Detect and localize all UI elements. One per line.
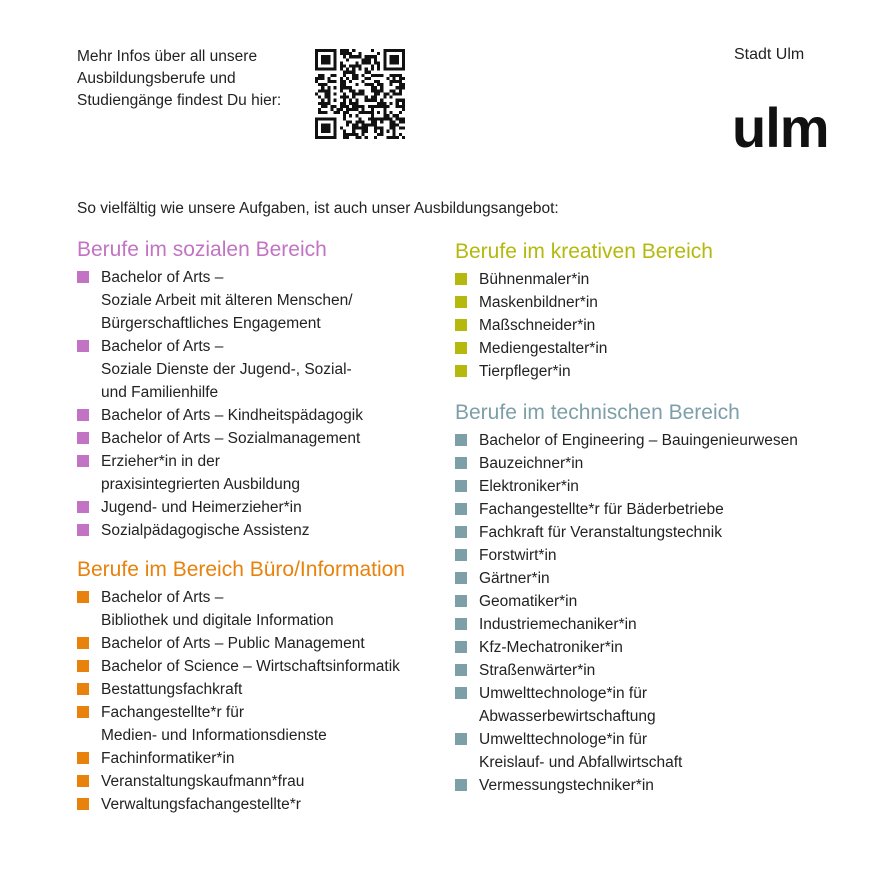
list-item-text: Soziale Dienste der Jugend-, Sozial- (101, 361, 352, 378)
bullet-square-icon (455, 296, 467, 308)
list-item-text: und Familienhilfe (101, 384, 219, 401)
career-list (77, 586, 405, 816)
section-technical (455, 400, 798, 797)
bullet-square-icon (77, 752, 89, 764)
list-item-text: praxisintegrierten Ausbildung (101, 476, 301, 493)
list-item-text: Fachangestellte*r für (101, 704, 245, 721)
list-item-text: Maskenbildner*in (479, 294, 598, 311)
bullet-square-icon (455, 549, 467, 561)
list-item (77, 678, 405, 701)
list-item (77, 427, 363, 450)
list-item-text: Veranstaltungskaufmann*frau (101, 773, 305, 790)
list-item (455, 521, 798, 544)
list-item (455, 728, 798, 774)
bullet-square-icon (455, 480, 467, 492)
section-creative (455, 239, 713, 383)
bullet-square-icon (77, 683, 89, 695)
bullet-square-icon (455, 618, 467, 630)
qr-code-icon[interactable] (315, 49, 405, 139)
list-item (77, 496, 363, 519)
list-item (455, 268, 713, 291)
section-social (77, 237, 363, 542)
list-item-text: Fachangestellte*r für Bäderbetriebe (479, 501, 724, 518)
bullet-square-icon (77, 524, 89, 536)
list-item-text: Straßenwärter*in (479, 662, 596, 679)
list-item (455, 567, 798, 590)
bullet-square-icon (455, 342, 467, 354)
list-item-text: Bibliothek und digitale Information (101, 612, 334, 629)
bullet-square-icon (77, 501, 89, 513)
bullet-square-icon (455, 572, 467, 584)
list-item (77, 701, 405, 747)
list-item (77, 747, 405, 770)
list-item-text: Jugend- und Heimerzieher*in (101, 499, 302, 516)
list-item-text: Bachelor of Engineering – Bauingenieurwesen (479, 432, 798, 449)
intro-line: Mehr Infos über all unsere (77, 48, 258, 65)
lead-text: So vielfältig wie unsere Aufgaben, ist auch unser Ausbildungsangebot: (77, 200, 559, 217)
bullet-square-icon (77, 455, 89, 467)
list-item (455, 774, 798, 797)
bullet-square-icon (455, 365, 467, 377)
bullet-square-icon (455, 503, 467, 515)
qr-intro-text (77, 46, 281, 112)
list-item (455, 475, 798, 498)
career-list (455, 429, 798, 797)
list-item (77, 335, 363, 404)
bullet-square-icon (455, 457, 467, 469)
section-office (77, 557, 405, 816)
list-item (77, 450, 363, 496)
list-item-text: Forstwirt*in (479, 547, 557, 564)
bullet-square-icon (455, 641, 467, 653)
career-list (77, 266, 363, 542)
city-label: Stadt Ulm (734, 46, 805, 63)
list-item (455, 452, 798, 475)
list-item-text: Verwaltungsfachangestellte*r (101, 796, 301, 813)
bullet-square-icon (77, 591, 89, 603)
list-item-text: Kreislauf- und Abfallwirtschaft (479, 754, 683, 771)
bullet-square-icon (455, 434, 467, 446)
bullet-square-icon (77, 340, 89, 352)
bullet-square-icon (77, 775, 89, 787)
list-item (77, 632, 405, 655)
list-item-text: Bauzeichner*in (479, 455, 584, 472)
bullet-square-icon (77, 409, 89, 421)
list-item (77, 655, 405, 678)
bullet-square-icon (455, 664, 467, 676)
bullet-square-icon (77, 660, 89, 672)
bullet-square-icon (455, 733, 467, 745)
list-item (455, 636, 798, 659)
list-item-text: Bachelor of Arts – Kindheitspädagogik (101, 407, 363, 424)
list-item-text: Umwelttechnologe*in für (479, 731, 648, 748)
list-item-text: Soziale Arbeit mit älteren Menschen/ (101, 292, 353, 309)
list-item (77, 404, 363, 427)
list-item-text: Gärtner*in (479, 570, 550, 587)
list-item-text: Tierpfleger*in (479, 363, 571, 380)
list-item-text: Elektroniker*in (479, 478, 579, 495)
list-item-text: Bachelor of Arts – (101, 589, 224, 606)
intro-line: Studiengänge findest Du hier: (77, 92, 282, 109)
list-item-text: Bachelor of Arts – (101, 269, 224, 286)
section-title: Berufe im technischen Bereich (455, 401, 740, 424)
bullet-square-icon (455, 779, 467, 791)
bullet-square-icon (455, 595, 467, 607)
list-item (455, 659, 798, 682)
list-item (77, 586, 405, 632)
list-item-text: Bachelor of Arts – Public Management (101, 635, 365, 652)
list-item-text: Mediengestalter*in (479, 340, 608, 357)
list-item-text: Bachelor of Science – Wirtschaftsinformatik (101, 658, 400, 675)
bullet-square-icon (77, 798, 89, 810)
list-item (455, 360, 713, 383)
list-item-text: Bürgerschaftliches Engagement (101, 315, 321, 332)
section-title: Berufe im kreativen Bereich (455, 240, 713, 263)
list-item-text: Bestattungsfachkraft (101, 681, 243, 698)
list-item-text: Geomatiker*in (479, 593, 578, 610)
list-item-text: Maßschneider*in (479, 317, 596, 334)
list-item (77, 519, 363, 542)
list-item-text: Industriemechaniker*in (479, 616, 637, 633)
section-title: Berufe im sozialen Bereich (77, 238, 327, 261)
list-item (455, 682, 798, 728)
list-item (77, 793, 405, 816)
list-item-text: Kfz-Mechatroniker*in (479, 639, 623, 656)
list-item (455, 590, 798, 613)
bullet-square-icon (455, 687, 467, 699)
list-item (455, 291, 713, 314)
bullet-square-icon (77, 637, 89, 649)
list-item (455, 429, 798, 452)
career-list (455, 268, 713, 383)
list-item-text: Medien- und Informationsdienste (101, 727, 327, 744)
list-item (455, 498, 798, 521)
list-item (455, 337, 713, 360)
intro-line: Ausbildungsberufe und (77, 70, 236, 87)
list-item (77, 266, 363, 335)
bullet-square-icon (77, 706, 89, 718)
list-item-text: Erzieher*in in der (101, 453, 220, 470)
bullet-square-icon (455, 526, 467, 538)
list-item-text: Vermessungstechniker*in (479, 777, 654, 794)
list-item-text: Bachelor of Arts – Sozialmanagement (101, 430, 361, 447)
list-item-text: Bachelor of Arts – (101, 338, 224, 355)
list-item-text: Bühnenmaler*in (479, 271, 590, 288)
bullet-square-icon (455, 273, 467, 285)
bullet-square-icon (455, 319, 467, 331)
list-item-text: Fachkraft für Veranstaltungstechnik (479, 524, 722, 541)
list-item (77, 770, 405, 793)
list-item-text: Fachinformatiker*in (101, 750, 235, 767)
list-item (455, 613, 798, 636)
list-item-text: Umwelttechnologe*in für (479, 685, 648, 702)
bullet-square-icon (77, 271, 89, 283)
list-item (455, 314, 713, 337)
bullet-square-icon (77, 432, 89, 444)
ulm-logo: ulm (732, 96, 829, 159)
section-title: Berufe im Bereich Büro/Information (77, 558, 405, 581)
list-item-text: Abwasserbewirtschaftung (479, 708, 656, 725)
list-item-text: Sozialpädagogische Assistenz (101, 522, 310, 539)
list-item (455, 544, 798, 567)
